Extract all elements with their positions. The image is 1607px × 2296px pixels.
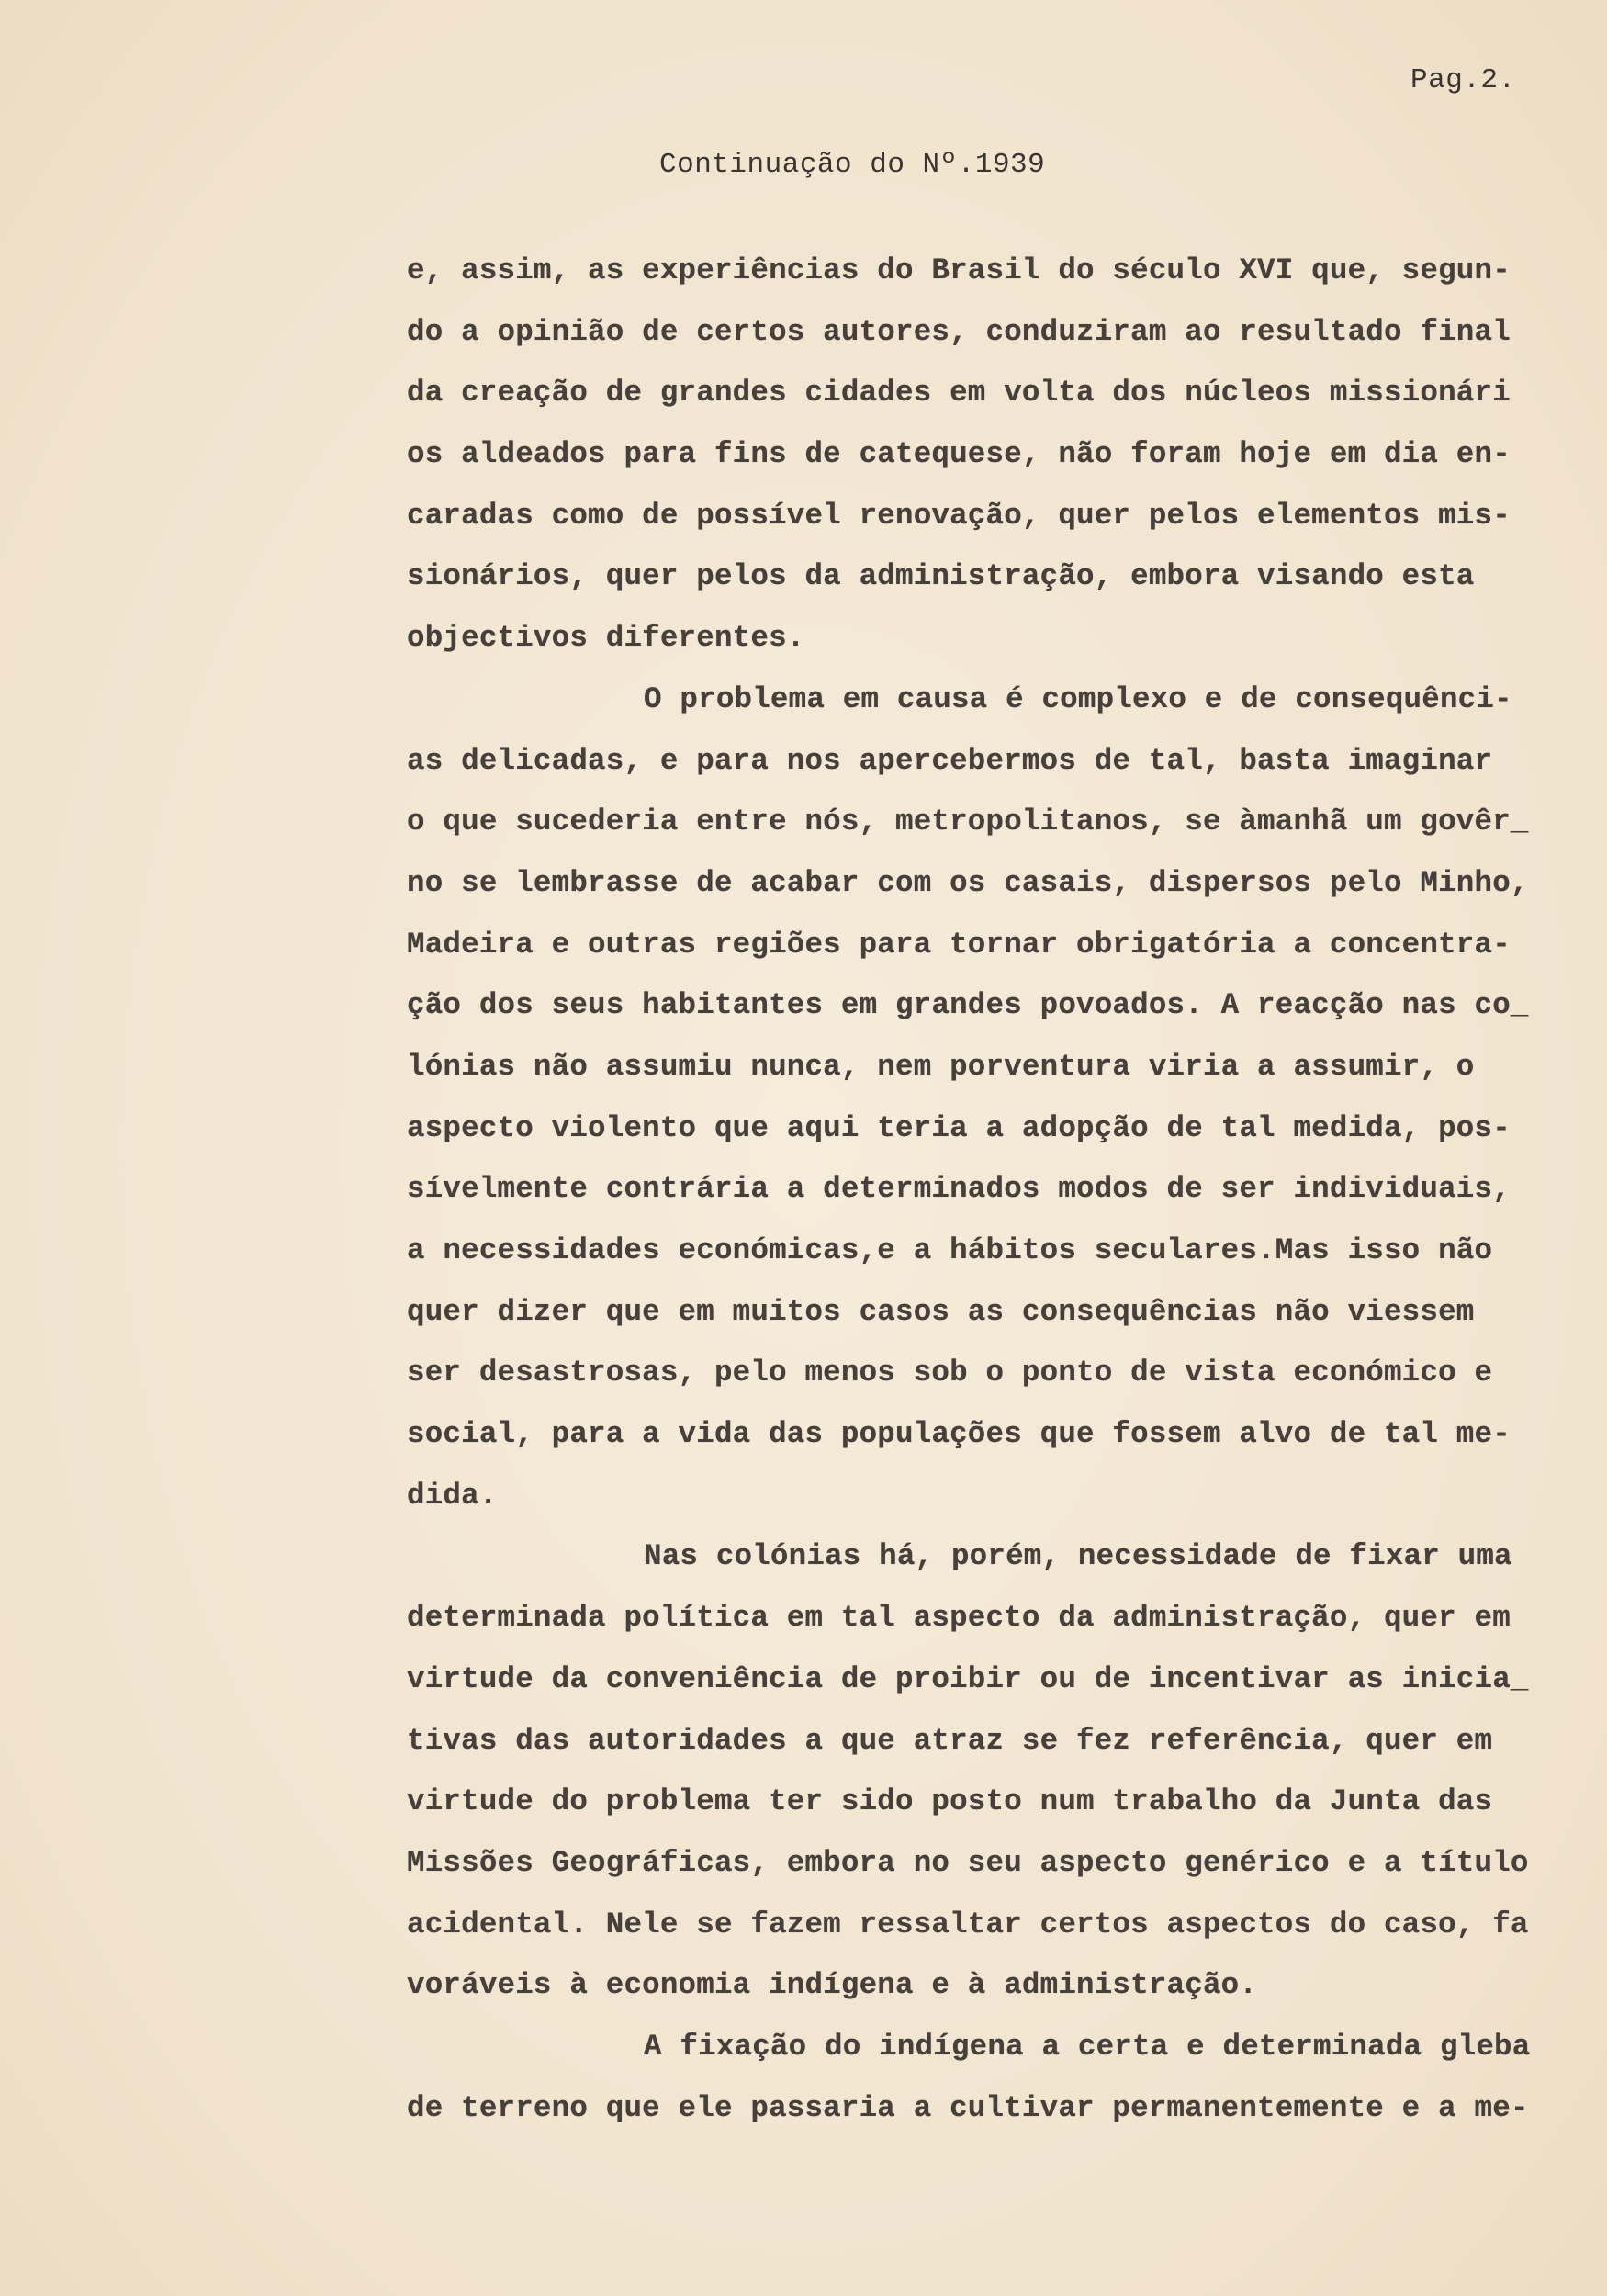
text-line: do a opinião de certos autores, conduziram ao resultado final: [407, 314, 1511, 349]
text-line: sionários, quer pelos da administração, embora visando esta: [407, 559, 1475, 594]
text-line: voráveis à economia indígena e à administração.: [407, 1968, 1258, 2003]
text-line: no se lembrasse de acabar com os casais, dispersos pelo Minho,: [407, 865, 1529, 900]
page-number: Pag.2.: [1410, 64, 1516, 96]
text-line: Missões Geográficas, embora no seu aspecto genérico e a título: [407, 1845, 1529, 1880]
text-line: acidental. Nele se fazem ressaltar certos aspectos do caso, fa: [407, 1907, 1529, 1941]
text-line: quer dizer que em muitos casos as consequências não viessem: [407, 1294, 1475, 1329]
text-line: o que sucederia entre nós, metropolitanos, se àmanhã um govêr_: [407, 805, 1529, 839]
text-line: aspecto violento que aqui teria a adopção de tal medida, pos-: [407, 1110, 1511, 1145]
paragraph-first-line: O problema em causa é complexo e de consequênci-: [644, 681, 1512, 716]
text-line: de terreno que ele passaria a cultivar permanentemente e a me-: [407, 2090, 1529, 2125]
text-line: objectivos diferentes.: [407, 621, 805, 656]
document-body: [407, 241, 1573, 2139]
text-line: caradas como de possível renovação, quer pelos elementos mis-: [407, 498, 1511, 533]
text-line: os aldeados para fins de catequese, não foram hoje em dia en-: [407, 437, 1511, 472]
text-line: a necessidades económicas,e a hábitos seculares.Mas isso não: [407, 1233, 1493, 1267]
text-line: da creação de grandes cidades em volta dos núcleos missionári: [407, 376, 1511, 411]
text-line: social, para a vida das populações que fossem alvo de tal me-: [407, 1417, 1511, 1452]
paragraph-first-line: Nas colónias há, porém, necessidade de fixar uma: [644, 1539, 1512, 1574]
text-line: ser desastrosas, pelo menos sob o ponto de vista económico e: [407, 1356, 1493, 1390]
text-line: e, assim, as experiências do Brasil do século XVI que, segun-: [407, 253, 1511, 287]
paragraph-first-line: A fixação do indígena a certa e determinada gleba: [644, 2029, 1531, 2064]
text-line: dida.: [407, 1478, 498, 1513]
text-line: virtude do problema ter sido posto num trabalho da Junta das: [407, 1784, 1493, 1819]
text-line: Madeira e outras regiões para tornar obrigatória a concentra-: [407, 927, 1511, 962]
text-line: ção dos seus habitantes em grandes povoados. A reacção nas co_: [407, 988, 1529, 1023]
text-line: virtude da conveniência de proibir ou de incentivar as inicia_: [407, 1661, 1529, 1696]
text-line: sívelmente contrária a determinados modos de ser individuais,: [407, 1172, 1511, 1207]
text-line: lónias não assumiu nunca, nem porventura viria a assumir, o: [407, 1049, 1475, 1084]
text-line: tivas das autoridades a que atraz se fez referência, quer em: [407, 1723, 1493, 1758]
text-line: determinada política em tal aspecto da administração, quer em: [407, 1601, 1511, 1636]
text-line: as delicadas, e para nos apercebermos de tal, basta imaginar: [407, 743, 1493, 778]
document-title: Continuação do Nº.1939: [659, 149, 1046, 181]
